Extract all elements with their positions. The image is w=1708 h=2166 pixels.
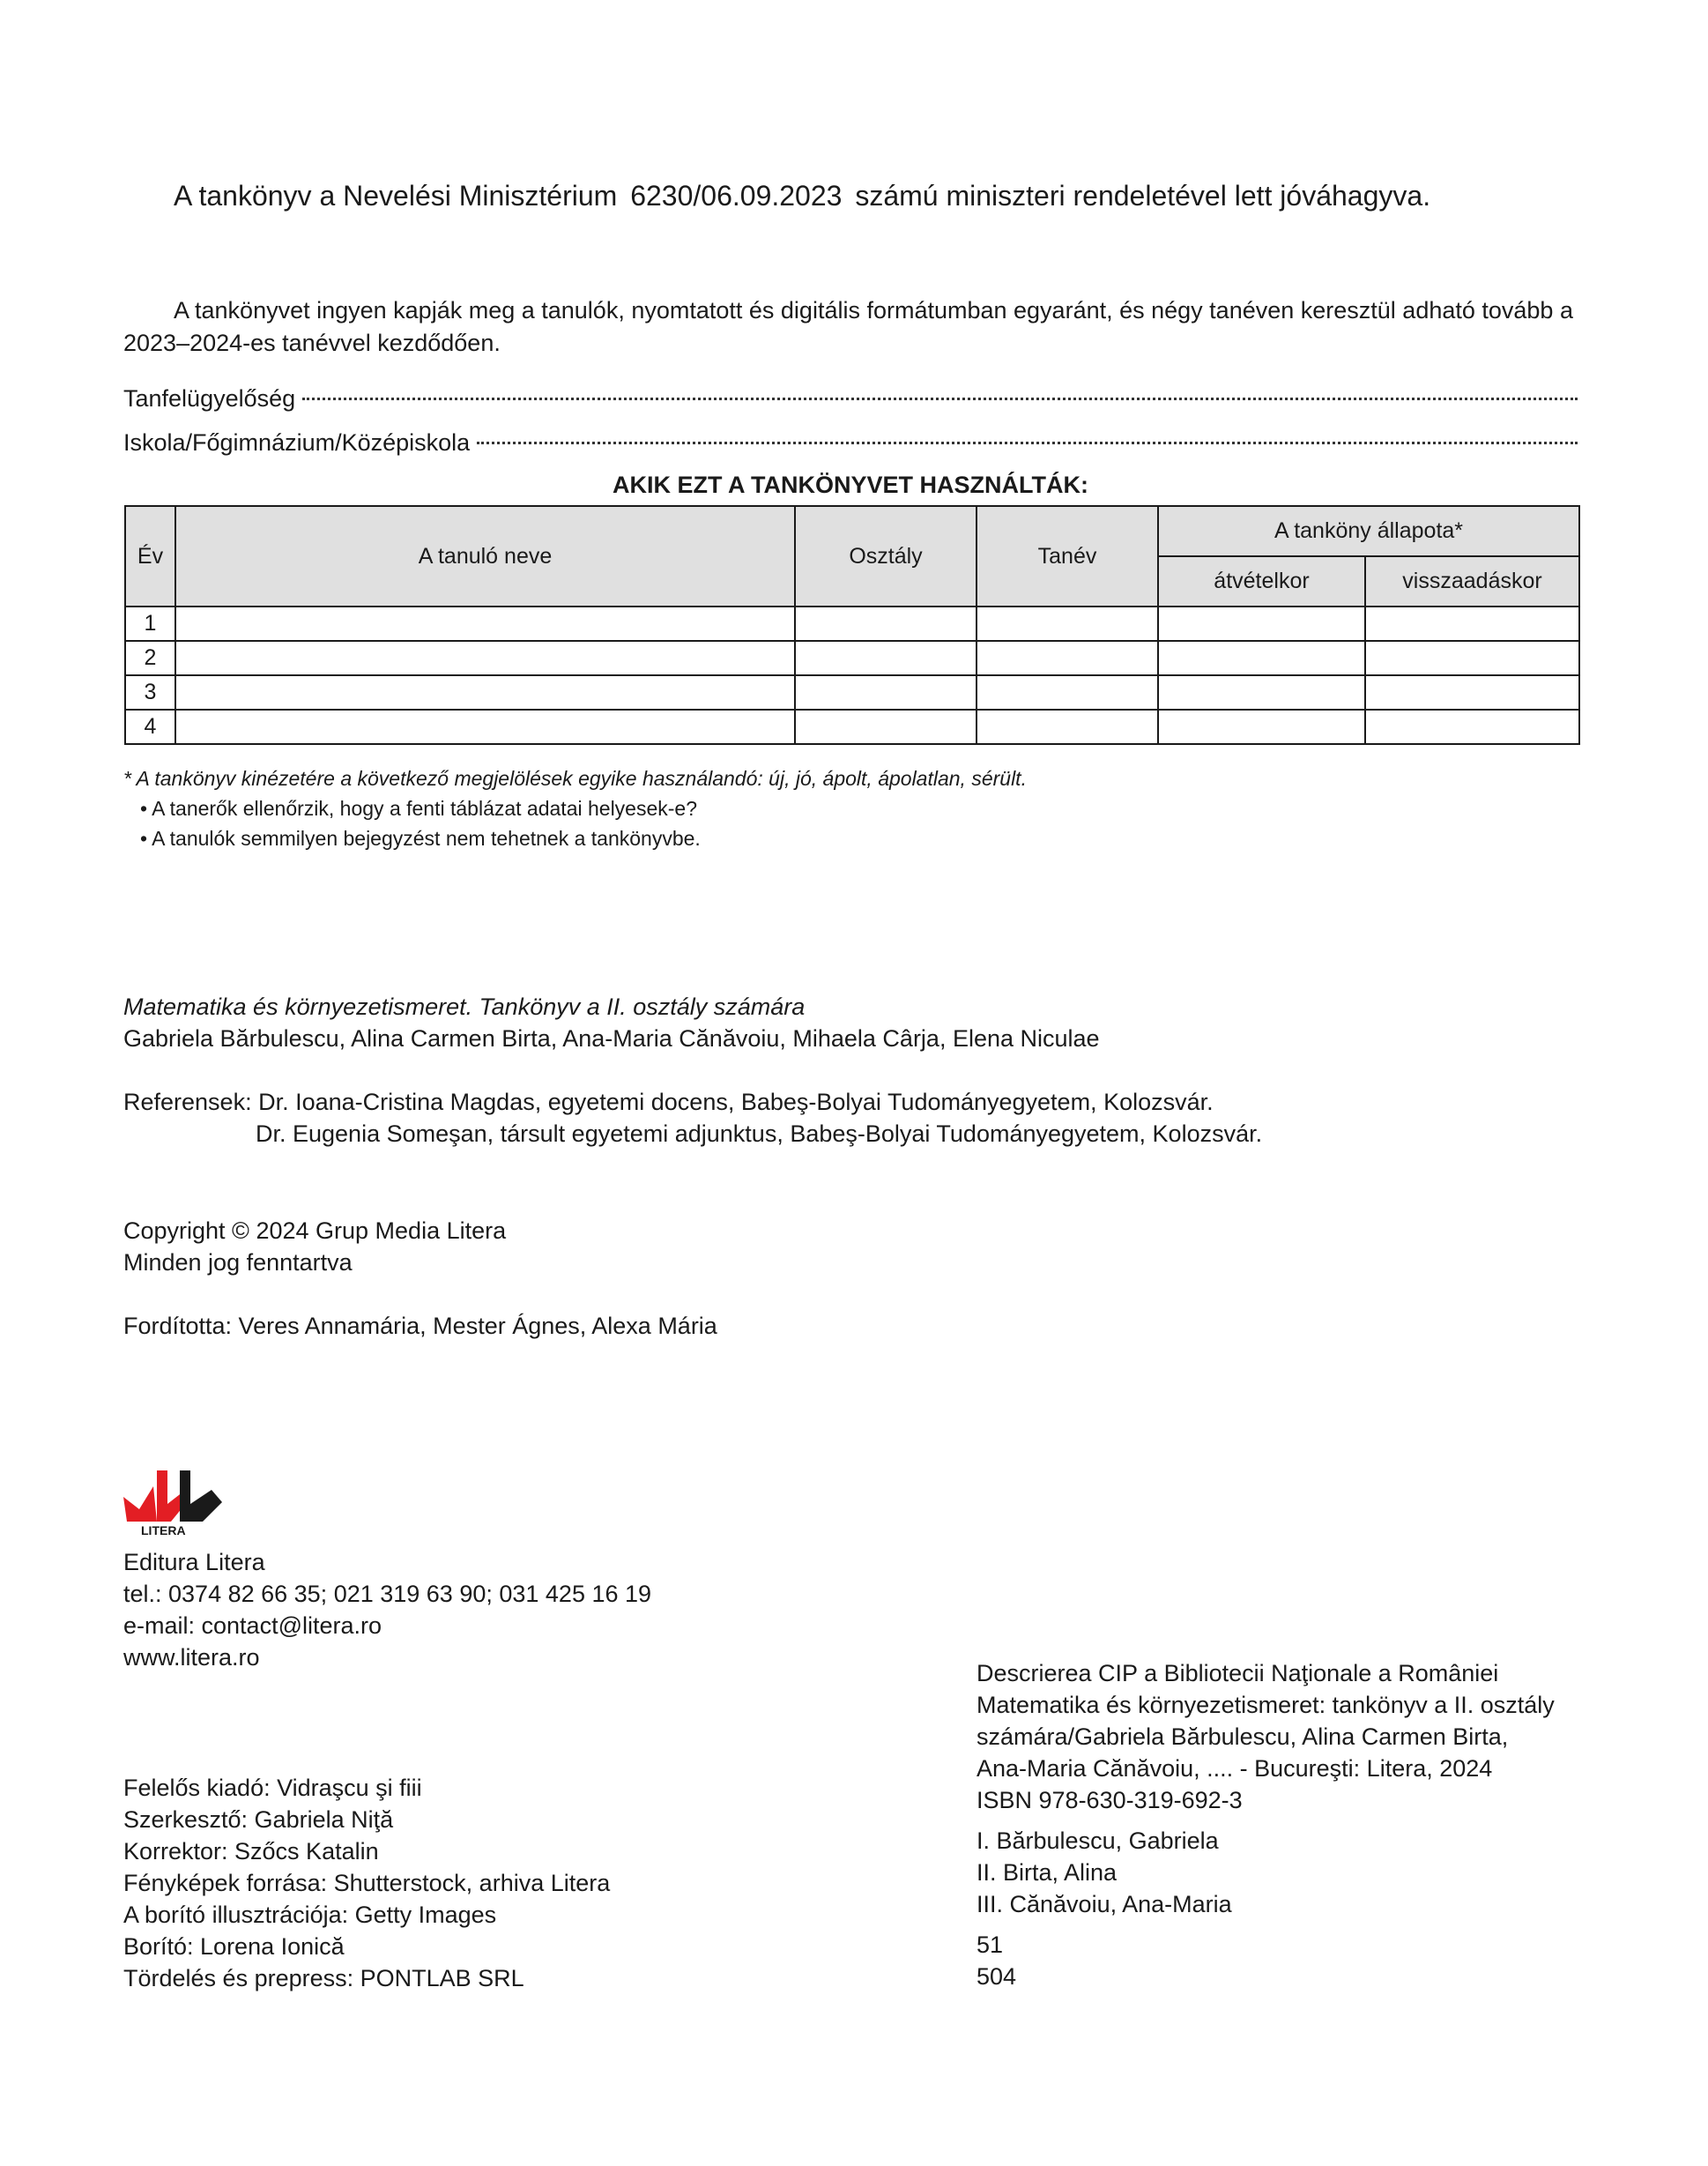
approval-decree-number: 6230/06.09.2023	[630, 180, 843, 212]
table-row	[125, 675, 1579, 710]
class-cell[interactable]	[795, 641, 977, 675]
approval-text-before: A tankönyv a Nevelési Minisztérium	[174, 180, 618, 212]
credit-line: Borító: Lorena Ionică	[123, 1933, 345, 1960]
inspectorate-label: Tanfelügyelőség	[123, 385, 296, 412]
row-number: 1	[125, 607, 175, 641]
header-class: Osztály	[795, 506, 977, 607]
logo-wordmark: LITERA	[141, 1523, 186, 1537]
rights-line: Minden jog fenntartva	[123, 1249, 353, 1276]
school-year-cell[interactable]	[977, 607, 1158, 641]
on-receipt-cell[interactable]	[1158, 675, 1365, 710]
cip-line: számára/Gabriela Bărbulescu, Alina Carmen Birta,	[977, 1723, 1509, 1750]
school-dotted-line	[477, 442, 1578, 444]
class-cell[interactable]	[795, 710, 977, 744]
free-distribution-paragraph: A tankönyvet ingyen kapják meg a tanulók, nyomtatott és digitális formátumban egyaránt, és négy tanéven keresztül adható tovább a 2023–2024-es tanévvel kezdődően.	[123, 297, 1573, 356]
class-cell[interactable]	[795, 607, 977, 641]
on-receipt-cell[interactable]	[1158, 710, 1365, 744]
on-return-cell[interactable]	[1365, 710, 1579, 744]
copyright-line: Copyright © 2024 Grup Media Litera	[123, 1217, 507, 1244]
student-name-cell[interactable]	[175, 710, 795, 744]
cip-heading: Descrierea CIP a Bibliotecii Naţionale a României	[977, 1660, 1499, 1686]
credit-line: A borító illusztrációja: Getty Images	[123, 1902, 497, 1928]
school-field	[123, 427, 1578, 458]
publisher-email[interactable]: e-mail: contact@litera.ro	[123, 1612, 382, 1639]
cip-index: II. Birta, Alina	[977, 1859, 1118, 1886]
class-cell[interactable]	[795, 675, 977, 710]
logo-black-shape	[180, 1470, 222, 1522]
cip-line: Ana-Maria Cănăvoiu, .... - Bucureşti: Litera, 2024	[977, 1755, 1493, 1782]
translators-line: Fordította: Veres Annamária, Mester Ágnes, Alexa Mária	[123, 1313, 717, 1339]
table-row	[125, 710, 1579, 744]
inspectorate-dotted-line	[302, 398, 1578, 400]
cip-description	[977, 1657, 1555, 1992]
on-return-cell[interactable]	[1365, 607, 1579, 641]
header-school-year: Tanév	[977, 506, 1158, 607]
header-student-name: A tanuló neve	[175, 506, 795, 607]
staff-credits	[123, 1772, 610, 1994]
student-name-cell[interactable]	[175, 675, 795, 710]
note-bullet: • A tanulók semmilyen bejegyzést nem tehetnek a tankönyvbe.	[140, 827, 701, 850]
inspectorate-field	[123, 383, 1578, 414]
on-receipt-cell[interactable]	[1158, 607, 1365, 641]
row-number: 2	[125, 641, 175, 675]
publisher-website[interactable]: www.litera.ro	[123, 1644, 260, 1671]
table-row	[125, 607, 1579, 641]
cip-line: Matematika és környezetismeret: tankönyv a II. osztály	[977, 1692, 1555, 1718]
on-return-cell[interactable]	[1365, 675, 1579, 710]
cip-index: III. Cănăvoiu, Ana-Maria	[977, 1891, 1232, 1917]
on-receipt-cell[interactable]	[1158, 641, 1365, 675]
logo-red-shape	[123, 1486, 157, 1522]
litera-logo	[122, 1465, 226, 1537]
header-on-receipt: átvételkor	[1158, 556, 1365, 607]
cip-index: I. Bărbulescu, Gabriela	[977, 1827, 1219, 1854]
book-title: Matematika és környezetismeret. Tankönyv a II. osztály számára	[123, 994, 806, 1020]
publisher-phone: tel.: 0374 82 66 35; 021 319 63 90; 031 425 16 19	[123, 1581, 652, 1607]
publisher-name: Editura Litera	[123, 1549, 265, 1575]
school-label: Iskola/Főgimnázium/Középiskola	[123, 429, 471, 456]
cip-isbn: ISBN 978-630-319-692-3	[977, 1787, 1243, 1813]
credit-line: Korrektor: Szőcs Katalin	[123, 1838, 379, 1865]
table-row	[125, 641, 1579, 675]
header-on-return: visszaadáskor	[1365, 556, 1579, 607]
school-year-cell[interactable]	[977, 710, 1158, 744]
textbook-users-table	[124, 505, 1580, 745]
cip-classification: 504	[977, 1963, 1017, 1990]
student-name-cell[interactable]	[175, 607, 795, 641]
row-number: 4	[125, 710, 175, 744]
school-year-cell[interactable]	[977, 641, 1158, 675]
credit-line: Felelős kiadó: Vidraşcu şi fiii	[123, 1775, 422, 1801]
approval-statement	[174, 176, 1430, 215]
approval-text-after: számú miniszteri rendeletével lett jóváhagyva.	[855, 180, 1431, 212]
on-return-cell[interactable]	[1365, 641, 1579, 675]
cip-classification: 51	[977, 1932, 1004, 1958]
header-year: Év	[125, 506, 175, 607]
publisher-contact	[123, 1546, 651, 1673]
referees-line-1: Referensek: Dr. Ioana-Cristina Magdas, egyetemi docens, Babeş-Bolyai Tudományegyetem, Kolozsvár.	[123, 1089, 1214, 1115]
credit-line: Fényképek forrása: Shutterstock, arhiva Litera	[123, 1870, 611, 1896]
school-year-cell[interactable]	[977, 675, 1158, 710]
book-authors: Gabriela Bărbulescu, Alina Carmen Birta, Ana-Maria Cănăvoiu, Mihaela Cârja, Elena Niculae	[123, 1025, 1100, 1052]
student-name-cell[interactable]	[175, 641, 795, 675]
table-notes	[123, 763, 1027, 853]
note-bullet: • A tanerők ellenőrzik, hogy a fenti táblázat adatai helyesek-e?	[140, 797, 698, 820]
table-title: AKIK EZT A TANKÖNYVET HASZNÁLTÁK:	[613, 472, 1088, 498]
row-number: 3	[125, 675, 175, 710]
credit-line: Szerkesztő: Gabriela Niţă	[123, 1806, 394, 1833]
credit-line: Tördelés és prepress: PONTLAB SRL	[123, 1965, 524, 1991]
referees-line-2: Dr. Eugenia Someşan, társult egyetemi adjunktus, Babeş-Bolyai Tudományegyetem, Kolozsvár.	[256, 1120, 1263, 1147]
header-book-condition: A tanköny állapota*	[1158, 506, 1579, 556]
condition-footnote: * A tankönyv kinézetére a következő megjelölések egyike használandó: új, jó, ápolt, ápolatlan, sérült.	[123, 767, 1027, 790]
